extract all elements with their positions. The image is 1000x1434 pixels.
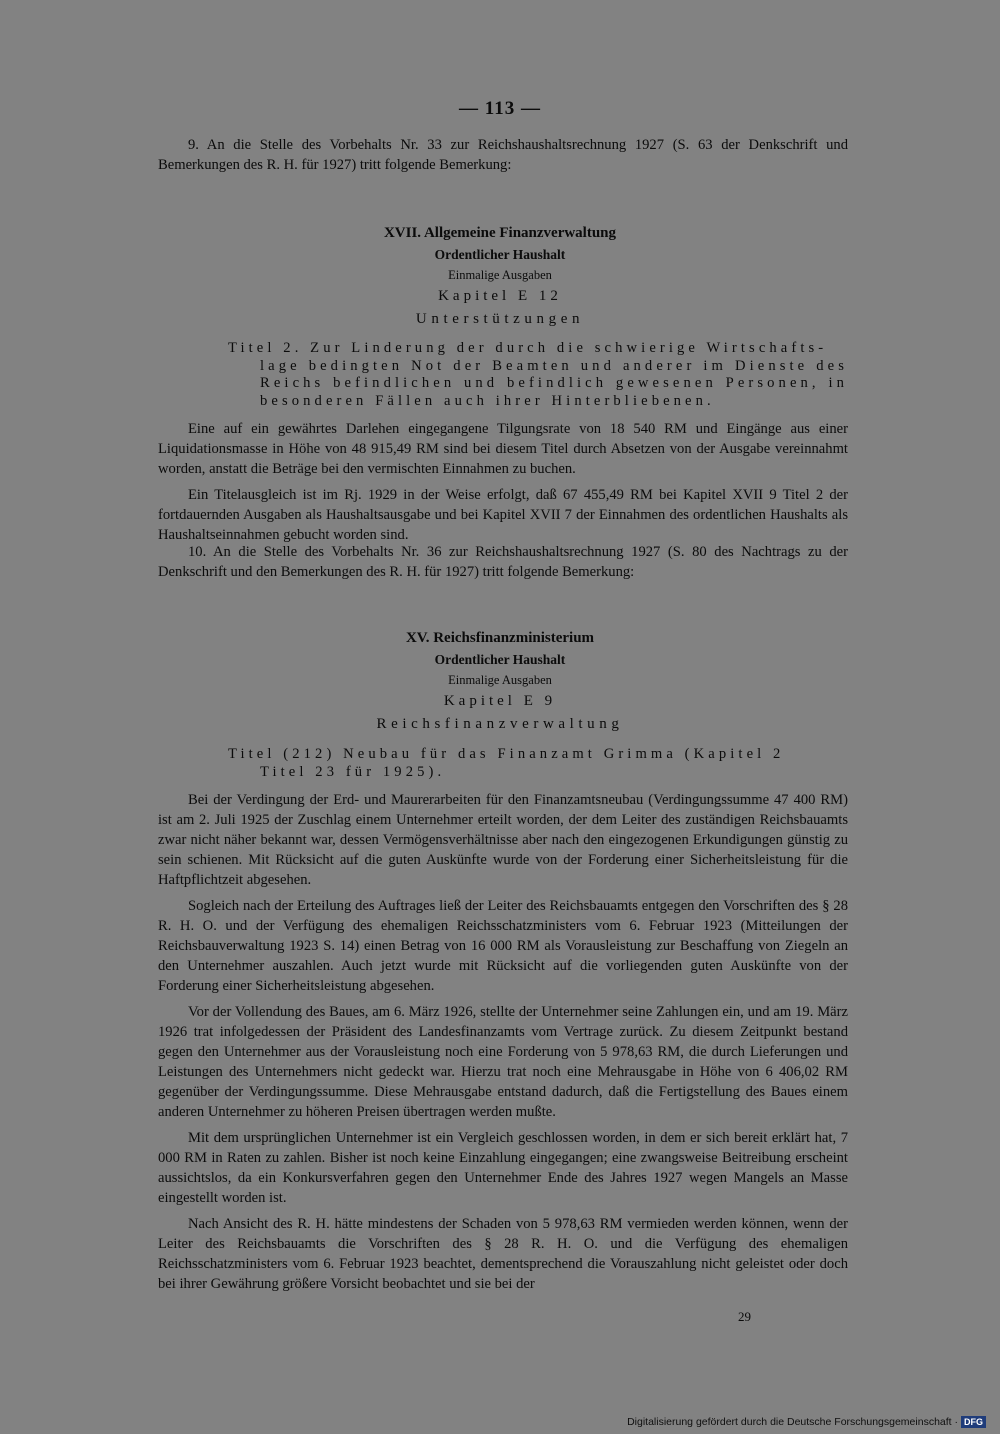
section-heading: XVII. Allgemeine Finanzverwaltung [383,225,617,241]
paragraph-text: Nach Ansicht des R. H. hätte mindestens der Schaden von 5 978,63 RM vermieden werden können, wenn der Leiter des Reichsbauamts die Vorschriften des § 28 R. H. O. und die Verfügung des ehemaligen Reichsschatzministers vom 6. Februar 1923 beachtet, dementsprechend die Vorauszahlung nicht geleistet oder doch bei ihrer Gewährung größere Vorsicht beobachtet und sie bei der [158,1216,848,1292]
paragraph-text: Eine auf ein gewährtes Darlehen eingegangene Tilgungsrate von 18 540 RM und Eingänge aus einer Liquidationsmasse in Höhe von 48 915,49 RM sind bei diesem Titel durch Absetzen von der Ausgabe vereinnahmt worden, anstatt die Beträge bei den vermischten Einnahmen zu buchen. [158,421,848,477]
section-subheading: Ordentlicher Haushalt [434,247,566,262]
paragraph-text: Sogleich nach der Erteilung des Auftrages ließ der Leiter des Reichsbauamts entgegen den Vorschriften des § 28 R. H. O. und der Verfügung des ehemaligen Reichsschatzministers vom 6. Februar 1923 (Mitteilungen der Reichsbauverwaltung 1923 S. 14) einen Betrag von 16 000 RM als Vorausleistung zur Beschaffung von Ziegeln an den Unternehmer auszahlen. Auch jetzt wurde mit Rücksicht auf die vorliegenden guten Auskünfte von der Forderung einer Sicherheitsleistung abgesehen. [158,898,848,994]
section-subheading: Ordentlicher Haushalt [434,652,566,667]
paragraph-text: Bei der Verdingung der Erd- und Maurerarbeiten für den Finanzamtsneubau (Verdingungssumme 47 400 RM) ist am 2. Juli 1925 der Zuschlag einem Unternehmer erteilt worden, der dem Leiter des zuständigen Reichsbauamts zwar nicht näher bekannt war, dessen Vermögensverhältnisse aber nach den eingezogenen Erkundigungen günstig zu sein schienen. Mit Rücksicht auf die guten Auskünfte wurde von der Forderung einer Sicherheitsleistung für die Haftpflichtzeit abgesehen. [158,792,848,888]
paragraph-text: Vor der Vollendung des Baues, am 6. März 1926, stellte der Unternehmer seine Zahlungen ein, und am 19. März 1926 trat infolgedessen der Präsident des Landesfinanzamts vom Vertrage zurück. Zu diesem Zeitpunkt bestand gegen den Unternehmer aus der Vorausleistung noch eine Forderung von 5 978,63 RM, die durch Lieferungen und Leistungen des Unternehmers nicht gedeckt war. Hierzu trat noch eine Mehrausgabe in Höhe von 6 406,02 RM gegenüber der Verdingungssumme. Diese Mehrausgabe entstand dadurch, daß die Fertigstellung des Baues einem anderen Unternehmer zu höheren Preisen übertragen werden mußte. [158,1004,848,1120]
section-subheading: Einmalige Ausgaben [448,673,552,687]
page-number: — 113 — [459,98,541,119]
paragraph-text: 10. An die Stelle des Vorbehalts Nr. 36 zur Reichshaushaltsrechnung 1927 (S. 80 des Nachtrags zu der Denkschrift und den Bemerkungen des R. H. für 1927) tritt folgende Bemerkung: [158,544,848,580]
paragraph-10 [158,542,848,582]
section-xv-body [158,790,848,1294]
kapitel-heading: Kapitel E 9 [443,693,557,709]
paragraph-9 [158,135,848,175]
section-heading: XV. Reichsfinanzministerium [405,630,595,646]
group-heading: Unterstützungen [415,311,585,327]
digitization-credit [627,1416,986,1428]
titel-block-2 [228,746,848,781]
section-xvii-body [158,419,848,545]
dfg-logo: DFG [961,1416,986,1428]
section-subheading: Einmalige Ausgaben [448,268,552,282]
titel-block-1 [228,340,848,410]
credit-text: Digitalisierung gefördert durch die Deutsche Forschungsgemeinschaft · [627,1416,958,1428]
titel-continuation: lage bedingten Not der Beamten und anderer im Dienste des Reichs befindlichen und befindlich gewesenen Personen, in besonderen Fällen auch ihrer Hinterbliebenen. [260,357,848,409]
section-header-xvii [0,222,1000,331]
section-header-xv [0,627,1000,736]
titel-first-line: Titel 2. Zur Linderung der durch die schwierige Wirtschafts- [228,340,828,356]
paragraph-text: Ein Titelausgleich ist im Rj. 1929 in der Weise erfolgt, daß 67 455,49 RM bei Kapitel XVII 9 Titel 2 der fortdauernden Ausgaben als Haushaltsausgabe und bei Kapitel XVII 7 der Einnahmen des ordentlichen Haushalts als Haushaltseinnahmen gebucht worden sind. [158,487,848,543]
titel-continuation: Titel 23 für 1925). [260,763,446,780]
kapitel-heading: Kapitel E 12 [438,288,562,304]
titel-first-line: Titel (212) Neubau für das Finanzamt Grimma (Kapitel 2 [228,746,785,762]
paragraph-text: Mit dem ursprünglichen Unternehmer ist ein Vergleich geschlossen worden, in dem er sich bereit erklärt hat, 7 000 RM in Raten zu zahlen. Bisher ist noch keine Einzahlung eingegangen; eine zwangsweise Beitreibung erscheint aussichtslos, da ein Konkursverfahren gegen den Unternehmer Ende des Jahres 1927 wegen Mangels an Masse eingestellt worden ist. [158,1130,848,1206]
paragraph-text: 9. An die Stelle des Vorbehalts Nr. 33 zur Reichshaushaltsrechnung 1927 (S. 63 der Denkschrift und Bemerkungen des R. H. für 1927) tritt folgende Bemerkung: [158,137,848,173]
group-heading: Reichsfinanzverwaltung [376,716,624,732]
signature-mark: 29 [738,1309,751,1324]
